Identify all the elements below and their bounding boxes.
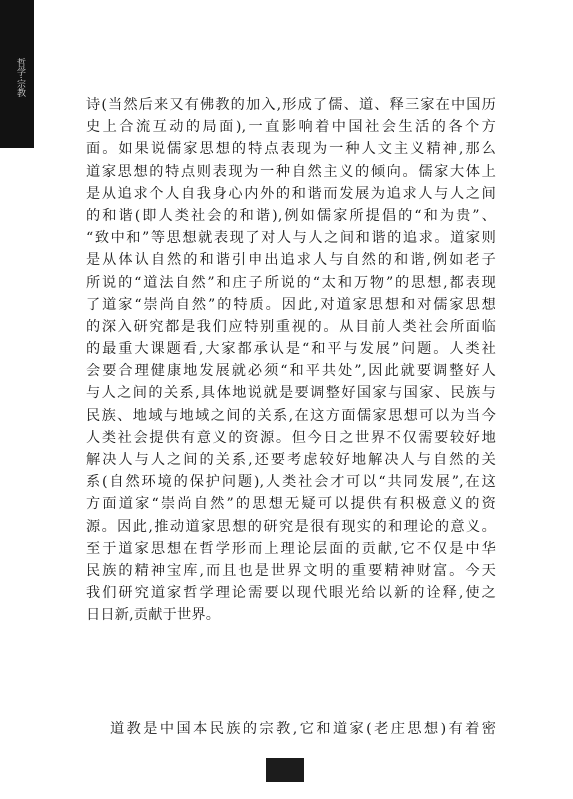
text-line: 了道家“崇尚自然”的特质。因此,对道家思想和对儒家思想 (86, 296, 496, 313)
text-line: 诗(当然后来又有佛教的加入,形成了儒、道、释三家在中国历 (86, 97, 496, 113)
text-line: 所说的“道法自然”和庄子所说的“太和万物”的思想,都表现 (86, 274, 496, 291)
text-line: 民族、地域与地域之间的关系,在这方面儒家思想可以为当今 (86, 407, 496, 424)
text-line: 会要合理健康地发展就必须“和平共处”,因此就要调整好人 (86, 363, 496, 380)
text-line: 的深入研究都是我们应特别重视的。从目前人类社会所面临 (86, 318, 496, 335)
text-line: 解决人与人之间的关系,还要考虑较好地解决人与自然的关 (86, 452, 496, 468)
book-spine-tab (0, 0, 34, 148)
text-line: 人类社会提供有意义的资源。但今日之世界不仅需要较好地 (86, 429, 496, 446)
text-line: 民族的精神宝库,而且也是世界文明的重要精神财富。今天 (86, 562, 496, 579)
text-line: 与人之间的关系,具体地说就是要调整好国家与国家、民族与 (86, 385, 496, 402)
text-line: 道家思想的特点则表现为一种自然主义的倾向。儒家大体上 (86, 163, 496, 180)
main-paragraph (86, 94, 496, 627)
text-line: 源。因此,推动道家思想的研究是很有现实的和理论的意义。 (86, 518, 496, 535)
text-line: 是从追求个人自我身心内外的和谐而发展为追求人与人之间 (86, 185, 496, 202)
text-line: 至于道家思想在哲学形而上理论层面的贡献,它不仅是中华 (86, 540, 496, 557)
text-line: 史上合流互动的局面),一直影响着中国社会生活的各个方 (86, 119, 496, 136)
text-line: 是从体认自然的和谐引申出追求人与自然的和谐,例如老子 (86, 252, 496, 269)
text-line: 的和谐(即人类社会的和谐),例如儒家所提倡的“和为贵”、 (86, 207, 496, 224)
spine-label: 哲学·宗教 (15, 58, 25, 97)
text-line: 方面道家“崇尚自然”的思想无疑可以提供有积极意义的资 (86, 496, 496, 513)
text-line: 日日新,贡献于世界。 (86, 607, 221, 624)
text-line: “致中和”等思想就表现了对人与人之间和谐的追求。道家则 (86, 230, 496, 247)
text-line: 我们研究道家哲学理论需要以现代眼光给以新的诠释,使之 (86, 585, 496, 602)
page-number-block (266, 758, 304, 782)
text-line: 的最重大课题看,大家都承认是“和平与发展”问题。人类社 (86, 341, 496, 358)
text-line: 系(自然环境的保护问题),人类社会才可以“共同发展”,在这 (86, 474, 496, 491)
next-paragraph-start: 道教是中国本民族的宗教,它和道家(老庄思想)有着密 (110, 721, 496, 737)
text-line: 面。如果说儒家思想的特点表现为一种人文主义精神,那么 (86, 141, 496, 158)
